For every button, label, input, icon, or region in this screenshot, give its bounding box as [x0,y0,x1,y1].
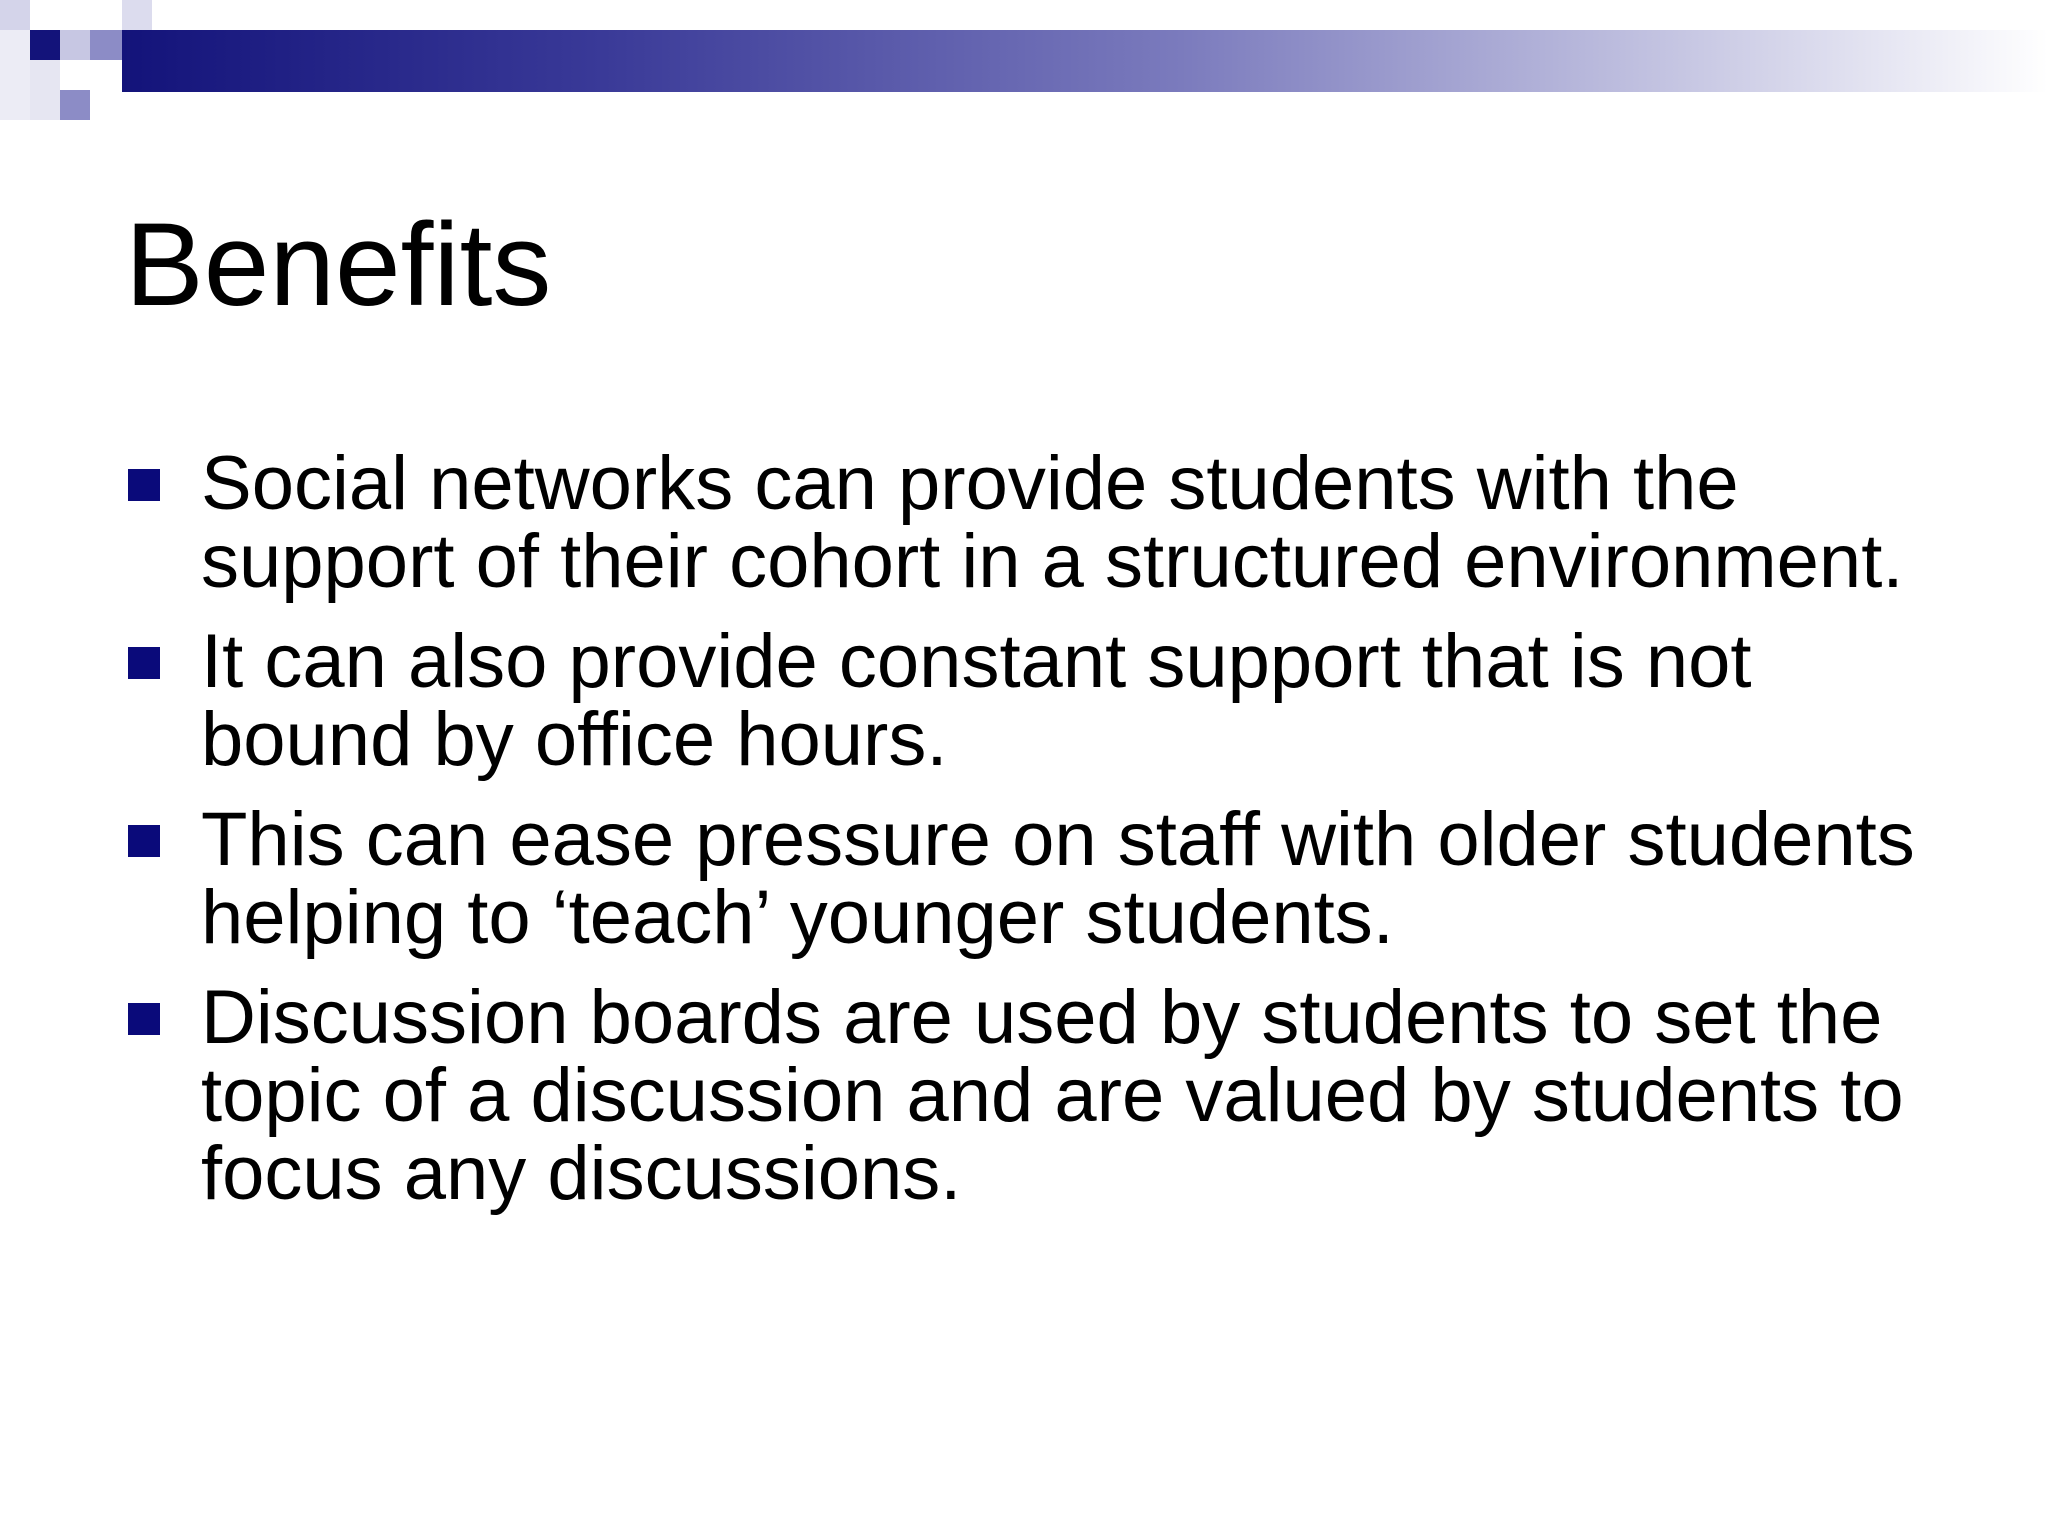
bullet-item [125,797,1925,960]
decor-square [0,0,30,30]
decor-square [90,30,122,60]
decor-square [122,0,152,30]
decor-square [0,30,30,120]
bullet-item [125,975,1925,1216]
square-bullet-icon [128,1003,160,1035]
decor-square [60,30,90,60]
square-bullet-icon [128,825,160,857]
bullet-text: This can ease pressure on staff with older students helping to ‘teach’ younger students. [201,797,1915,960]
decor-square [60,90,90,120]
bullet-text: Social networks can provide students with the support of their cohort in a structured environment. [201,441,1904,604]
bullet-list [125,441,1925,1235]
bullet-text: Discussion boards are used by students to set the topic of a discussion and are valued by students to focus any discussions. [201,975,1904,1216]
slide-title: Benefits [125,199,552,331]
bullet-item [125,441,1925,604]
bullet-item [125,619,1925,782]
bullet-text: It can also provide constant support that is not bound by office hours. [201,619,1752,782]
square-bullet-icon [128,647,160,679]
header-gradient-bar [122,30,2048,92]
decor-square [30,60,60,120]
square-bullet-icon [128,469,160,501]
decor-square [30,30,60,60]
